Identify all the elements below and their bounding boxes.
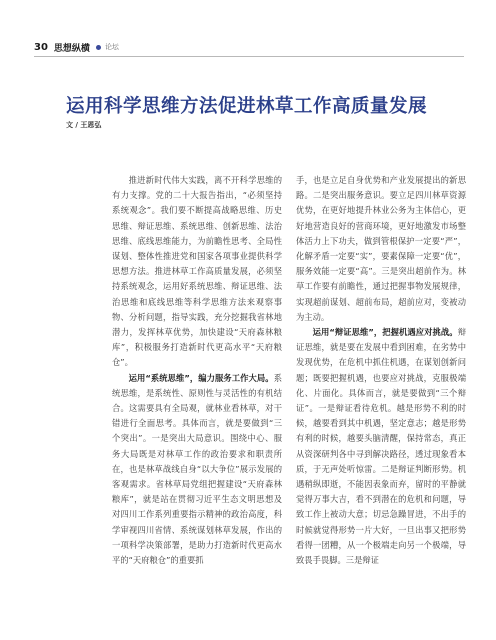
bullet-dot-icon [96, 45, 101, 50]
paragraph-intro: 推进新时代伟大实践，离不开科学思维的有力支撑。党的二十大报告指出，“必须坚持系统观念”。我们要不断提高战略思维、历史思维、辩证思维、系统思维、创新思维、法治思维、底线思维能力，为前瞻性思考、全局性谋划、整体性推进党和国家各项事业提供科学思想方法。推进林草工作高质量发展，必须坚持系统观念，运用好系统思维、辩证思维、法治思维和底线思维等科学思维方法来观察事物、分析问题，指导实践，充分挖掘我省林地潜力，发挥林草优势，加快建设“天府森林粮库”，积极服务打造新时代更高水平“天府粮仓”。 [112, 175, 282, 368]
article-author: 文 / 王恩弘 [66, 121, 102, 129]
paragraph-body: 辩证思维，就是要在发展中看到困难，在劣势中发现优势，在危机中抓住机遇，在谋划创新问题；既要把握机遇，也要应对挑战，克服极端化、片面化。具体而言，就是要做到“三个辩证”。一是辩证看待危机。越是形势不利的时候，越要看到其中机遇，坚定意志；越是形势有利的时候，越要头脑清醒，保持常态，真正从资深研判各中寻到解决路径，透过现象看本质，于无声处听惊雷。二是辩证判断形势。机遇稍纵即逝，不能因表象而弃，留时的平静就觉得万事大吉，看不到潜在的危机和问题，导致工作上被动大意；切忌急躁冒进，不出手的时候就觉得形势一片大好，一旦出事又把形势看得一团糟，从一个极端走向另一个极端，导致畏手畏脚。三是辩证 [296, 327, 466, 566]
header-divider [34, 56, 464, 57]
text-column-right [296, 173, 466, 628]
paragraph-body: 系统思维，是系统性、原则性与灵活性的有机结合。这需要具有全局观，就林业看林草，对干错进行全面思考。具体而言，就是要做到“三个突出”。一是突出大局意识。围绕中心、服务大局既是对林草工作的政治要求和职责所在，也是林草战线自身“以大争位”展示发展的客观需求。省林草局党组把握建设“天府森林粮库”，就是站在贯彻习近平生态文明思想及对四川工作系列重要指示精神的政治高度，科学审视四川省情、系统谋划林草发展，作出的一项科学决策部署，是助力打造新时代更高水平的“天府粮仓”的重要抓 [112, 372, 282, 566]
paragraph-continued: 手，也是立足自身优势和产业发展提出的新思路。二是突出服务意识。要立足四川林草资源优势，在更好地提升林业公务为主体信心，更好地营造良好的营商环境，更好地激发市场整体活力上下功夫，做到管根保护一定要“严”，化解矛盾一定要“实”，要素保障一定要“优”，服务效能一定要“高”。三是突出超前作为。林草工作要有前瞻性，通过把握事物发展规律，实现超前谋划、超前布局，超前应对，变被动为主动。 [296, 175, 466, 322]
paragraph-dialectical-thinking [296, 325, 466, 568]
paragraph-system-thinking [112, 371, 282, 569]
text-column-left [112, 173, 282, 628]
article-title: 运用科学思维方法促进林草工作高质量发展 [66, 96, 428, 117]
subsection-name: 论坛 [104, 43, 119, 51]
running-header [34, 40, 119, 54]
paragraph-lead-heading: 运用“系统思维”，编力服务工作大局。 [128, 372, 274, 383]
section-name: 思想纵横 [53, 43, 90, 54]
page-number: 30 [34, 41, 48, 53]
paragraph-lead-heading: 运用“辩证思维”，把握机遇应对挑战。 [312, 327, 458, 338]
